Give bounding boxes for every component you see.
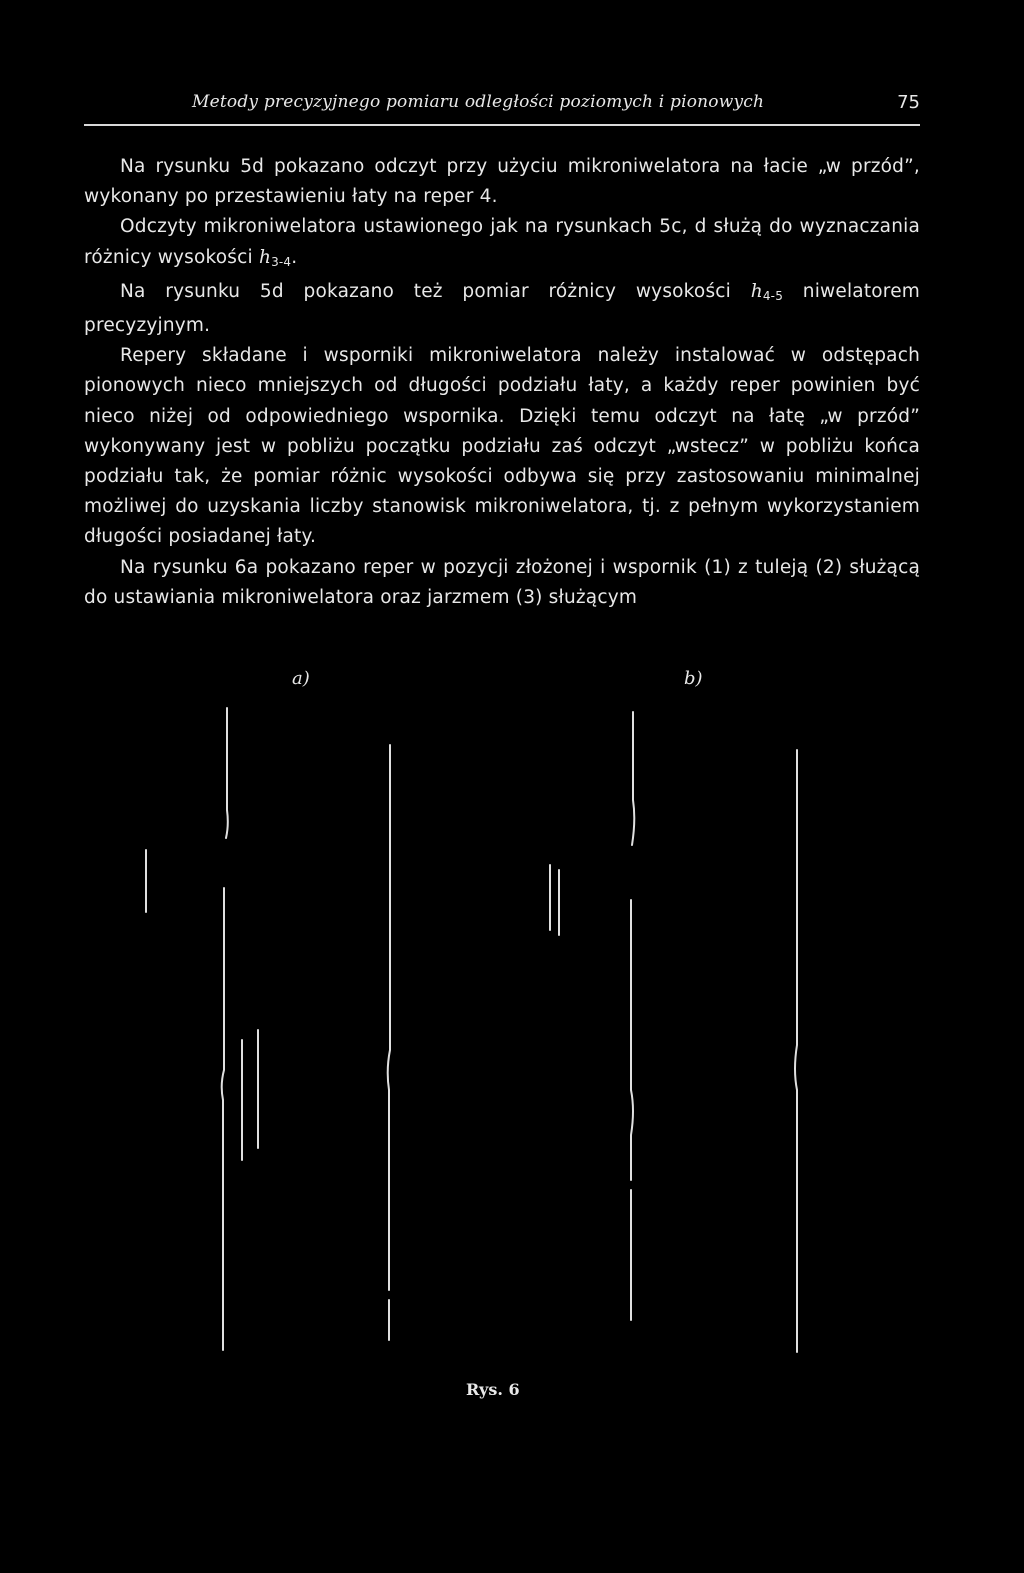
height-subscript: 3-4 bbox=[271, 254, 292, 269]
page-header bbox=[84, 90, 920, 126]
height-subscript: 4-5 bbox=[762, 288, 784, 303]
figure-6 bbox=[100, 690, 860, 1370]
paragraph-2-text: Odczyty mikroniwelatora ustawionego jak na rysunkach 5c, d służą do wyznaczania różnicy wysokości bbox=[84, 216, 920, 268]
paragraph-3 bbox=[84, 277, 920, 341]
height-variable: h bbox=[750, 280, 763, 302]
paragraph-5: Na rysunku 6a pokazano reper w pozycji złożonej i wspornik (1) z tuleją (2) służącą do ustawiania mikroniwelatora oraz jarzmem (3) służącym bbox=[84, 556, 920, 608]
paragraph-2-end: . bbox=[291, 246, 298, 268]
paragraph-4: Repery składane i wsporniki mikroniwelatora należy instalować w odstępach pionowych nieco mniejszych od długości podziału łaty, a każdy reper powinien być nieco niżej od odpowiedniego wspornika. Dzięki temu odczyt na łatę „w przód” wykonywany jest w pobliżu początku podziału zaś odczyt „wstecz” w pobliżu końca podziału tak, że pomiar różnic wysokości odbywa się przy zastosowaniu minimalnej możliwej do uzyskania liczby stanowisk mikroniwelatora, tj. z pełnym wykorzystaniem długości posiadanej łaty. bbox=[84, 345, 920, 548]
height-variable: h bbox=[258, 246, 272, 268]
paragraph-3-end: niwelatorem precyzyjnym. bbox=[84, 280, 920, 337]
figure-line bbox=[631, 900, 633, 1180]
figure-line bbox=[388, 745, 390, 1290]
body-text bbox=[84, 152, 920, 613]
figure-line bbox=[632, 712, 634, 845]
figure-label-a: a) bbox=[292, 668, 310, 689]
figure-line bbox=[795, 750, 797, 1352]
paragraph-2 bbox=[84, 212, 920, 276]
figure-line bbox=[226, 708, 228, 838]
figure-caption: Rys. 6 bbox=[466, 1380, 520, 1399]
page-number: 75 bbox=[897, 92, 920, 113]
figure-line bbox=[222, 888, 224, 1350]
paragraph-3-text: Na rysunku 5d pokazano też pomiar różnicy wysokości bbox=[120, 280, 751, 302]
figure-label-b: b) bbox=[684, 668, 703, 689]
paragraph-1: Na rysunku 5d pokazano odczyt przy użyciu mikroniwelatora na łacie „w przód”, wykonany po przestawieniu łaty na reper 4. bbox=[84, 156, 920, 208]
figure-drawing bbox=[100, 690, 860, 1370]
running-title: Metody precyzyjnego pomiaru odległości poziomych i pionowych bbox=[192, 92, 765, 112]
